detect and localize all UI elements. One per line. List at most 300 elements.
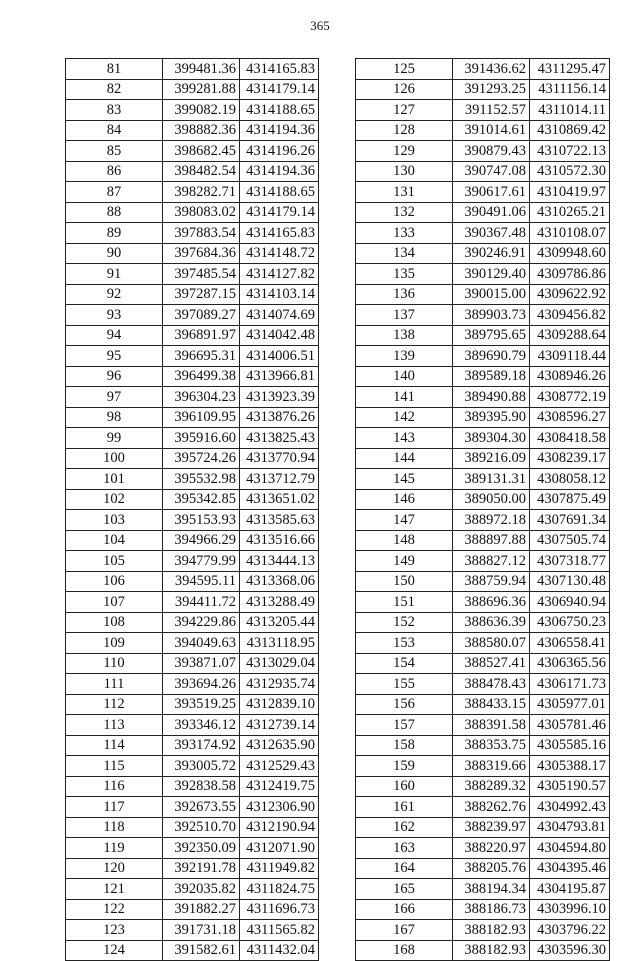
x-coordinate-cell: 389395.90	[453, 407, 530, 428]
point-number-cell: 92	[66, 284, 163, 305]
y-coordinate-cell: 4306940.94	[530, 592, 610, 613]
y-coordinate-cell: 4308772.19	[530, 387, 610, 408]
point-number-cell: 167	[356, 920, 453, 941]
point-number-cell: 124	[66, 940, 163, 961]
x-coordinate-cell: 396109.95	[163, 407, 240, 428]
y-coordinate-cell: 4314127.82	[240, 264, 319, 285]
x-coordinate-cell: 389050.00	[453, 489, 530, 510]
y-coordinate-cell: 4314188.65	[240, 100, 319, 121]
point-number-cell: 166	[356, 899, 453, 920]
coordinates-table-right	[355, 58, 610, 961]
y-coordinate-cell: 4313876.26	[240, 407, 319, 428]
point-number-cell: 165	[356, 879, 453, 900]
table-row	[66, 653, 319, 674]
table-row	[356, 120, 610, 141]
x-coordinate-cell: 394049.63	[163, 633, 240, 654]
x-coordinate-cell: 391152.57	[453, 100, 530, 121]
point-number-cell: 168	[356, 940, 453, 961]
table-row	[356, 530, 610, 551]
x-coordinate-cell: 392673.55	[163, 797, 240, 818]
x-coordinate-cell: 388433.15	[453, 694, 530, 715]
table-row	[66, 469, 319, 490]
table-row	[66, 305, 319, 326]
point-number-cell: 83	[66, 100, 163, 121]
point-number-cell: 104	[66, 530, 163, 551]
table-row	[66, 387, 319, 408]
table-row	[66, 448, 319, 469]
table-row	[356, 489, 610, 510]
x-coordinate-cell: 388580.07	[453, 633, 530, 654]
y-coordinate-cell: 4313516.66	[240, 530, 319, 551]
table-row	[66, 407, 319, 428]
point-number-cell: 109	[66, 633, 163, 654]
x-coordinate-cell: 389216.09	[453, 448, 530, 469]
table-row	[66, 633, 319, 654]
table-row	[356, 305, 610, 326]
point-number-cell: 85	[66, 141, 163, 162]
table-row	[356, 633, 610, 654]
y-coordinate-cell: 4309786.86	[530, 264, 610, 285]
y-coordinate-cell: 4304395.46	[530, 858, 610, 879]
y-coordinate-cell: 4309948.60	[530, 243, 610, 264]
table-row	[356, 551, 610, 572]
table-row	[66, 141, 319, 162]
table-row	[356, 325, 610, 346]
table-row	[356, 940, 610, 961]
x-coordinate-cell: 396499.38	[163, 366, 240, 387]
table-row	[356, 407, 610, 428]
y-coordinate-cell: 4308058.12	[530, 469, 610, 490]
x-coordinate-cell: 390747.08	[453, 161, 530, 182]
table-row	[356, 797, 610, 818]
y-coordinate-cell: 4313966.81	[240, 366, 319, 387]
y-coordinate-cell: 4313205.44	[240, 612, 319, 633]
point-number-cell: 138	[356, 325, 453, 346]
point-number-cell: 100	[66, 448, 163, 469]
table-row	[66, 797, 319, 818]
point-number-cell: 151	[356, 592, 453, 613]
x-coordinate-cell: 395916.60	[163, 428, 240, 449]
point-number-cell: 122	[66, 899, 163, 920]
point-number-cell: 156	[356, 694, 453, 715]
table-row	[66, 59, 319, 80]
x-coordinate-cell: 395724.26	[163, 448, 240, 469]
y-coordinate-cell: 4305781.46	[530, 715, 610, 736]
y-coordinate-cell: 4314179.14	[240, 79, 319, 100]
point-number-cell: 97	[66, 387, 163, 408]
table-row	[356, 510, 610, 531]
point-number-cell: 161	[356, 797, 453, 818]
y-coordinate-cell: 4310108.07	[530, 223, 610, 244]
x-coordinate-cell: 397684.36	[163, 243, 240, 264]
y-coordinate-cell: 4303796.22	[530, 920, 610, 941]
x-coordinate-cell: 394229.86	[163, 612, 240, 633]
table-row	[356, 899, 610, 920]
x-coordinate-cell: 390491.06	[453, 202, 530, 223]
x-coordinate-cell: 397287.15	[163, 284, 240, 305]
point-number-cell: 117	[66, 797, 163, 818]
point-number-cell: 157	[356, 715, 453, 736]
point-number-cell: 144	[356, 448, 453, 469]
point-number-cell: 158	[356, 735, 453, 756]
x-coordinate-cell: 390246.91	[453, 243, 530, 264]
x-coordinate-cell: 389490.88	[453, 387, 530, 408]
point-number-cell: 139	[356, 346, 453, 367]
point-number-cell: 128	[356, 120, 453, 141]
point-number-cell: 102	[66, 489, 163, 510]
point-number-cell: 113	[66, 715, 163, 736]
x-coordinate-cell: 389690.79	[453, 346, 530, 367]
point-number-cell: 145	[356, 469, 453, 490]
table-row	[356, 182, 610, 203]
point-number-cell: 105	[66, 551, 163, 572]
y-coordinate-cell: 4304195.87	[530, 879, 610, 900]
point-number-cell: 159	[356, 756, 453, 777]
point-number-cell: 81	[66, 59, 163, 80]
point-number-cell: 108	[66, 612, 163, 633]
y-coordinate-cell: 4306171.73	[530, 674, 610, 695]
y-coordinate-cell: 4314165.83	[240, 59, 319, 80]
point-number-cell: 98	[66, 407, 163, 428]
point-number-cell: 142	[356, 407, 453, 428]
y-coordinate-cell: 4310722.13	[530, 141, 610, 162]
y-coordinate-cell: 4308418.58	[530, 428, 610, 449]
y-coordinate-cell: 4312529.43	[240, 756, 319, 777]
y-coordinate-cell: 4312739.14	[240, 715, 319, 736]
point-number-cell: 153	[356, 633, 453, 654]
point-number-cell: 120	[66, 858, 163, 879]
y-coordinate-cell: 4314196.26	[240, 141, 319, 162]
table-row	[66, 940, 319, 961]
y-coordinate-cell: 4308596.27	[530, 407, 610, 428]
y-coordinate-cell: 4314148.72	[240, 243, 319, 264]
y-coordinate-cell: 4313923.39	[240, 387, 319, 408]
table-row	[356, 346, 610, 367]
y-coordinate-cell: 4311565.82	[240, 920, 319, 941]
table-row	[66, 776, 319, 797]
point-number-cell: 149	[356, 551, 453, 572]
y-coordinate-cell: 4305977.01	[530, 694, 610, 715]
x-coordinate-cell: 388194.34	[453, 879, 530, 900]
table-row	[356, 694, 610, 715]
table-row	[66, 571, 319, 592]
table-row	[66, 735, 319, 756]
table-row	[66, 694, 319, 715]
x-coordinate-cell: 392035.82	[163, 879, 240, 900]
table-row	[66, 612, 319, 633]
x-coordinate-cell: 388289.32	[453, 776, 530, 797]
y-coordinate-cell: 4307318.77	[530, 551, 610, 572]
x-coordinate-cell: 398282.71	[163, 182, 240, 203]
point-number-cell: 87	[66, 182, 163, 203]
table-row	[66, 674, 319, 695]
y-coordinate-cell: 4313770.94	[240, 448, 319, 469]
y-coordinate-cell: 4310419.97	[530, 182, 610, 203]
point-number-cell: 111	[66, 674, 163, 695]
table-row	[356, 592, 610, 613]
point-number-cell: 160	[356, 776, 453, 797]
y-coordinate-cell: 4305388.17	[530, 756, 610, 777]
table-row	[356, 920, 610, 941]
y-coordinate-cell: 4314074.69	[240, 305, 319, 326]
y-coordinate-cell: 4313368.06	[240, 571, 319, 592]
x-coordinate-cell: 388205.76	[453, 858, 530, 879]
table-row	[66, 100, 319, 121]
y-coordinate-cell: 4314179.14	[240, 202, 319, 223]
x-coordinate-cell: 393005.72	[163, 756, 240, 777]
table-row	[356, 223, 610, 244]
y-coordinate-cell: 4303596.30	[530, 940, 610, 961]
point-number-cell: 162	[356, 817, 453, 838]
x-coordinate-cell: 388636.39	[453, 612, 530, 633]
point-number-cell: 148	[356, 530, 453, 551]
x-coordinate-cell: 394779.99	[163, 551, 240, 572]
x-coordinate-cell: 395153.93	[163, 510, 240, 531]
table-row	[66, 243, 319, 264]
point-number-cell: 147	[356, 510, 453, 531]
y-coordinate-cell: 4307691.34	[530, 510, 610, 531]
x-coordinate-cell: 390015.00	[453, 284, 530, 305]
x-coordinate-cell: 392350.09	[163, 838, 240, 859]
table-row	[356, 284, 610, 305]
y-coordinate-cell: 4310265.21	[530, 202, 610, 223]
y-coordinate-cell: 4305585.16	[530, 735, 610, 756]
y-coordinate-cell: 4307505.74	[530, 530, 610, 551]
y-coordinate-cell: 4313118.95	[240, 633, 319, 654]
x-coordinate-cell: 397089.27	[163, 305, 240, 326]
y-coordinate-cell: 4314165.83	[240, 223, 319, 244]
point-number-cell: 118	[66, 817, 163, 838]
table-row	[356, 756, 610, 777]
point-number-cell: 146	[356, 489, 453, 510]
y-coordinate-cell: 4311824.75	[240, 879, 319, 900]
point-number-cell: 88	[66, 202, 163, 223]
table-row	[356, 735, 610, 756]
x-coordinate-cell: 394411.72	[163, 592, 240, 613]
table-row	[66, 284, 319, 305]
y-coordinate-cell: 4314194.36	[240, 120, 319, 141]
y-coordinate-cell: 4313288.49	[240, 592, 319, 613]
point-number-cell: 119	[66, 838, 163, 859]
point-number-cell: 127	[356, 100, 453, 121]
point-number-cell: 125	[356, 59, 453, 80]
point-number-cell: 135	[356, 264, 453, 285]
x-coordinate-cell: 388827.12	[453, 551, 530, 572]
x-coordinate-cell: 391293.25	[453, 79, 530, 100]
table-row	[356, 366, 610, 387]
x-coordinate-cell: 395342.85	[163, 489, 240, 510]
y-coordinate-cell: 4308239.17	[530, 448, 610, 469]
x-coordinate-cell: 388186.73	[453, 899, 530, 920]
x-coordinate-cell: 388897.88	[453, 530, 530, 551]
y-coordinate-cell: 4314006.51	[240, 346, 319, 367]
table-row	[66, 264, 319, 285]
x-coordinate-cell: 389589.18	[453, 366, 530, 387]
point-number-cell: 103	[66, 510, 163, 531]
table-row	[356, 100, 610, 121]
table-row	[356, 243, 610, 264]
x-coordinate-cell: 399481.36	[163, 59, 240, 80]
point-number-cell: 106	[66, 571, 163, 592]
y-coordinate-cell: 4312635.90	[240, 735, 319, 756]
point-number-cell: 134	[356, 243, 453, 264]
x-coordinate-cell: 391582.61	[163, 940, 240, 961]
x-coordinate-cell: 398882.36	[163, 120, 240, 141]
point-number-cell: 131	[356, 182, 453, 203]
x-coordinate-cell: 388239.97	[453, 817, 530, 838]
point-number-cell: 82	[66, 79, 163, 100]
x-coordinate-cell: 388182.93	[453, 940, 530, 961]
x-coordinate-cell: 388182.93	[453, 920, 530, 941]
point-number-cell: 94	[66, 325, 163, 346]
point-number-cell: 129	[356, 141, 453, 162]
x-coordinate-cell: 388220.97	[453, 838, 530, 859]
table-row	[66, 530, 319, 551]
table-row	[356, 612, 610, 633]
point-number-cell: 114	[66, 735, 163, 756]
table-row	[66, 899, 319, 920]
point-number-cell: 141	[356, 387, 453, 408]
x-coordinate-cell: 398482.54	[163, 161, 240, 182]
point-number-cell: 95	[66, 346, 163, 367]
point-number-cell: 101	[66, 469, 163, 490]
table-row	[66, 510, 319, 531]
point-number-cell: 96	[66, 366, 163, 387]
point-number-cell: 137	[356, 305, 453, 326]
point-number-cell: 130	[356, 161, 453, 182]
y-coordinate-cell: 4313825.43	[240, 428, 319, 449]
table-row	[66, 346, 319, 367]
table-row	[66, 202, 319, 223]
point-number-cell: 123	[66, 920, 163, 941]
table-row	[66, 79, 319, 100]
point-number-cell: 91	[66, 264, 163, 285]
x-coordinate-cell: 398682.45	[163, 141, 240, 162]
y-coordinate-cell: 4309456.82	[530, 305, 610, 326]
table-row	[356, 428, 610, 449]
x-coordinate-cell: 397883.54	[163, 223, 240, 244]
table-row	[66, 838, 319, 859]
table-row	[356, 59, 610, 80]
y-coordinate-cell: 4312839.10	[240, 694, 319, 715]
table-row	[356, 715, 610, 736]
y-coordinate-cell: 4309622.92	[530, 284, 610, 305]
table-row	[66, 161, 319, 182]
point-number-cell: 116	[66, 776, 163, 797]
y-coordinate-cell: 4312306.90	[240, 797, 319, 818]
x-coordinate-cell: 393346.12	[163, 715, 240, 736]
x-coordinate-cell: 388478.43	[453, 674, 530, 695]
point-number-cell: 152	[356, 612, 453, 633]
y-coordinate-cell: 4309288.64	[530, 325, 610, 346]
point-number-cell: 132	[356, 202, 453, 223]
x-coordinate-cell: 390367.48	[453, 223, 530, 244]
x-coordinate-cell: 399082.19	[163, 100, 240, 121]
x-coordinate-cell: 388696.36	[453, 592, 530, 613]
point-number-cell: 155	[356, 674, 453, 695]
table-row	[66, 325, 319, 346]
x-coordinate-cell: 388527.41	[453, 653, 530, 674]
table-row	[356, 141, 610, 162]
x-coordinate-cell: 388759.94	[453, 571, 530, 592]
y-coordinate-cell: 4306750.23	[530, 612, 610, 633]
x-coordinate-cell: 394595.11	[163, 571, 240, 592]
point-number-cell: 133	[356, 223, 453, 244]
point-number-cell: 90	[66, 243, 163, 264]
point-number-cell: 93	[66, 305, 163, 326]
table-row	[66, 817, 319, 838]
y-coordinate-cell: 4313712.79	[240, 469, 319, 490]
x-coordinate-cell: 396891.97	[163, 325, 240, 346]
page-number: 365	[310, 18, 330, 33]
x-coordinate-cell: 394966.29	[163, 530, 240, 551]
point-number-cell: 89	[66, 223, 163, 244]
coordinates-table-left	[65, 58, 319, 961]
y-coordinate-cell: 4303996.10	[530, 899, 610, 920]
point-number-cell: 112	[66, 694, 163, 715]
x-coordinate-cell: 396304.23	[163, 387, 240, 408]
point-number-cell: 143	[356, 428, 453, 449]
y-coordinate-cell: 4310572.30	[530, 161, 610, 182]
x-coordinate-cell: 393694.26	[163, 674, 240, 695]
table-row	[66, 715, 319, 736]
point-number-cell: 99	[66, 428, 163, 449]
y-coordinate-cell: 4314188.65	[240, 182, 319, 203]
y-coordinate-cell: 4304992.43	[530, 797, 610, 818]
x-coordinate-cell: 389304.30	[453, 428, 530, 449]
x-coordinate-cell: 392191.78	[163, 858, 240, 879]
y-coordinate-cell: 4314042.48	[240, 325, 319, 346]
x-coordinate-cell: 393174.92	[163, 735, 240, 756]
table-row	[356, 838, 610, 859]
x-coordinate-cell: 393519.25	[163, 694, 240, 715]
point-number-cell: 115	[66, 756, 163, 777]
x-coordinate-cell: 393871.07	[163, 653, 240, 674]
y-coordinate-cell: 4306558.41	[530, 633, 610, 654]
x-coordinate-cell: 391882.27	[163, 899, 240, 920]
table-row	[356, 202, 610, 223]
x-coordinate-cell: 399281.88	[163, 79, 240, 100]
point-number-cell: 154	[356, 653, 453, 674]
x-coordinate-cell: 392510.70	[163, 817, 240, 838]
y-coordinate-cell: 4309118.44	[530, 346, 610, 367]
y-coordinate-cell: 4305190.57	[530, 776, 610, 797]
table-row	[356, 776, 610, 797]
table-row	[356, 858, 610, 879]
x-coordinate-cell: 397485.54	[163, 264, 240, 285]
table-row	[356, 817, 610, 838]
x-coordinate-cell: 390879.43	[453, 141, 530, 162]
x-coordinate-cell: 388319.66	[453, 756, 530, 777]
table-row	[66, 366, 319, 387]
y-coordinate-cell: 4314194.36	[240, 161, 319, 182]
y-coordinate-cell: 4312071.90	[240, 838, 319, 859]
x-coordinate-cell: 388353.75	[453, 735, 530, 756]
y-coordinate-cell: 4311696.73	[240, 899, 319, 920]
table-row	[356, 161, 610, 182]
x-coordinate-cell: 388262.76	[453, 797, 530, 818]
y-coordinate-cell: 4304793.81	[530, 817, 610, 838]
x-coordinate-cell: 389903.73	[453, 305, 530, 326]
x-coordinate-cell: 391014.61	[453, 120, 530, 141]
y-coordinate-cell: 4311949.82	[240, 858, 319, 879]
y-coordinate-cell: 4312935.74	[240, 674, 319, 695]
y-coordinate-cell: 4313444.13	[240, 551, 319, 572]
y-coordinate-cell: 4311432.04	[240, 940, 319, 961]
y-coordinate-cell: 4313029.04	[240, 653, 319, 674]
y-coordinate-cell: 4307130.48	[530, 571, 610, 592]
table-row	[66, 551, 319, 572]
